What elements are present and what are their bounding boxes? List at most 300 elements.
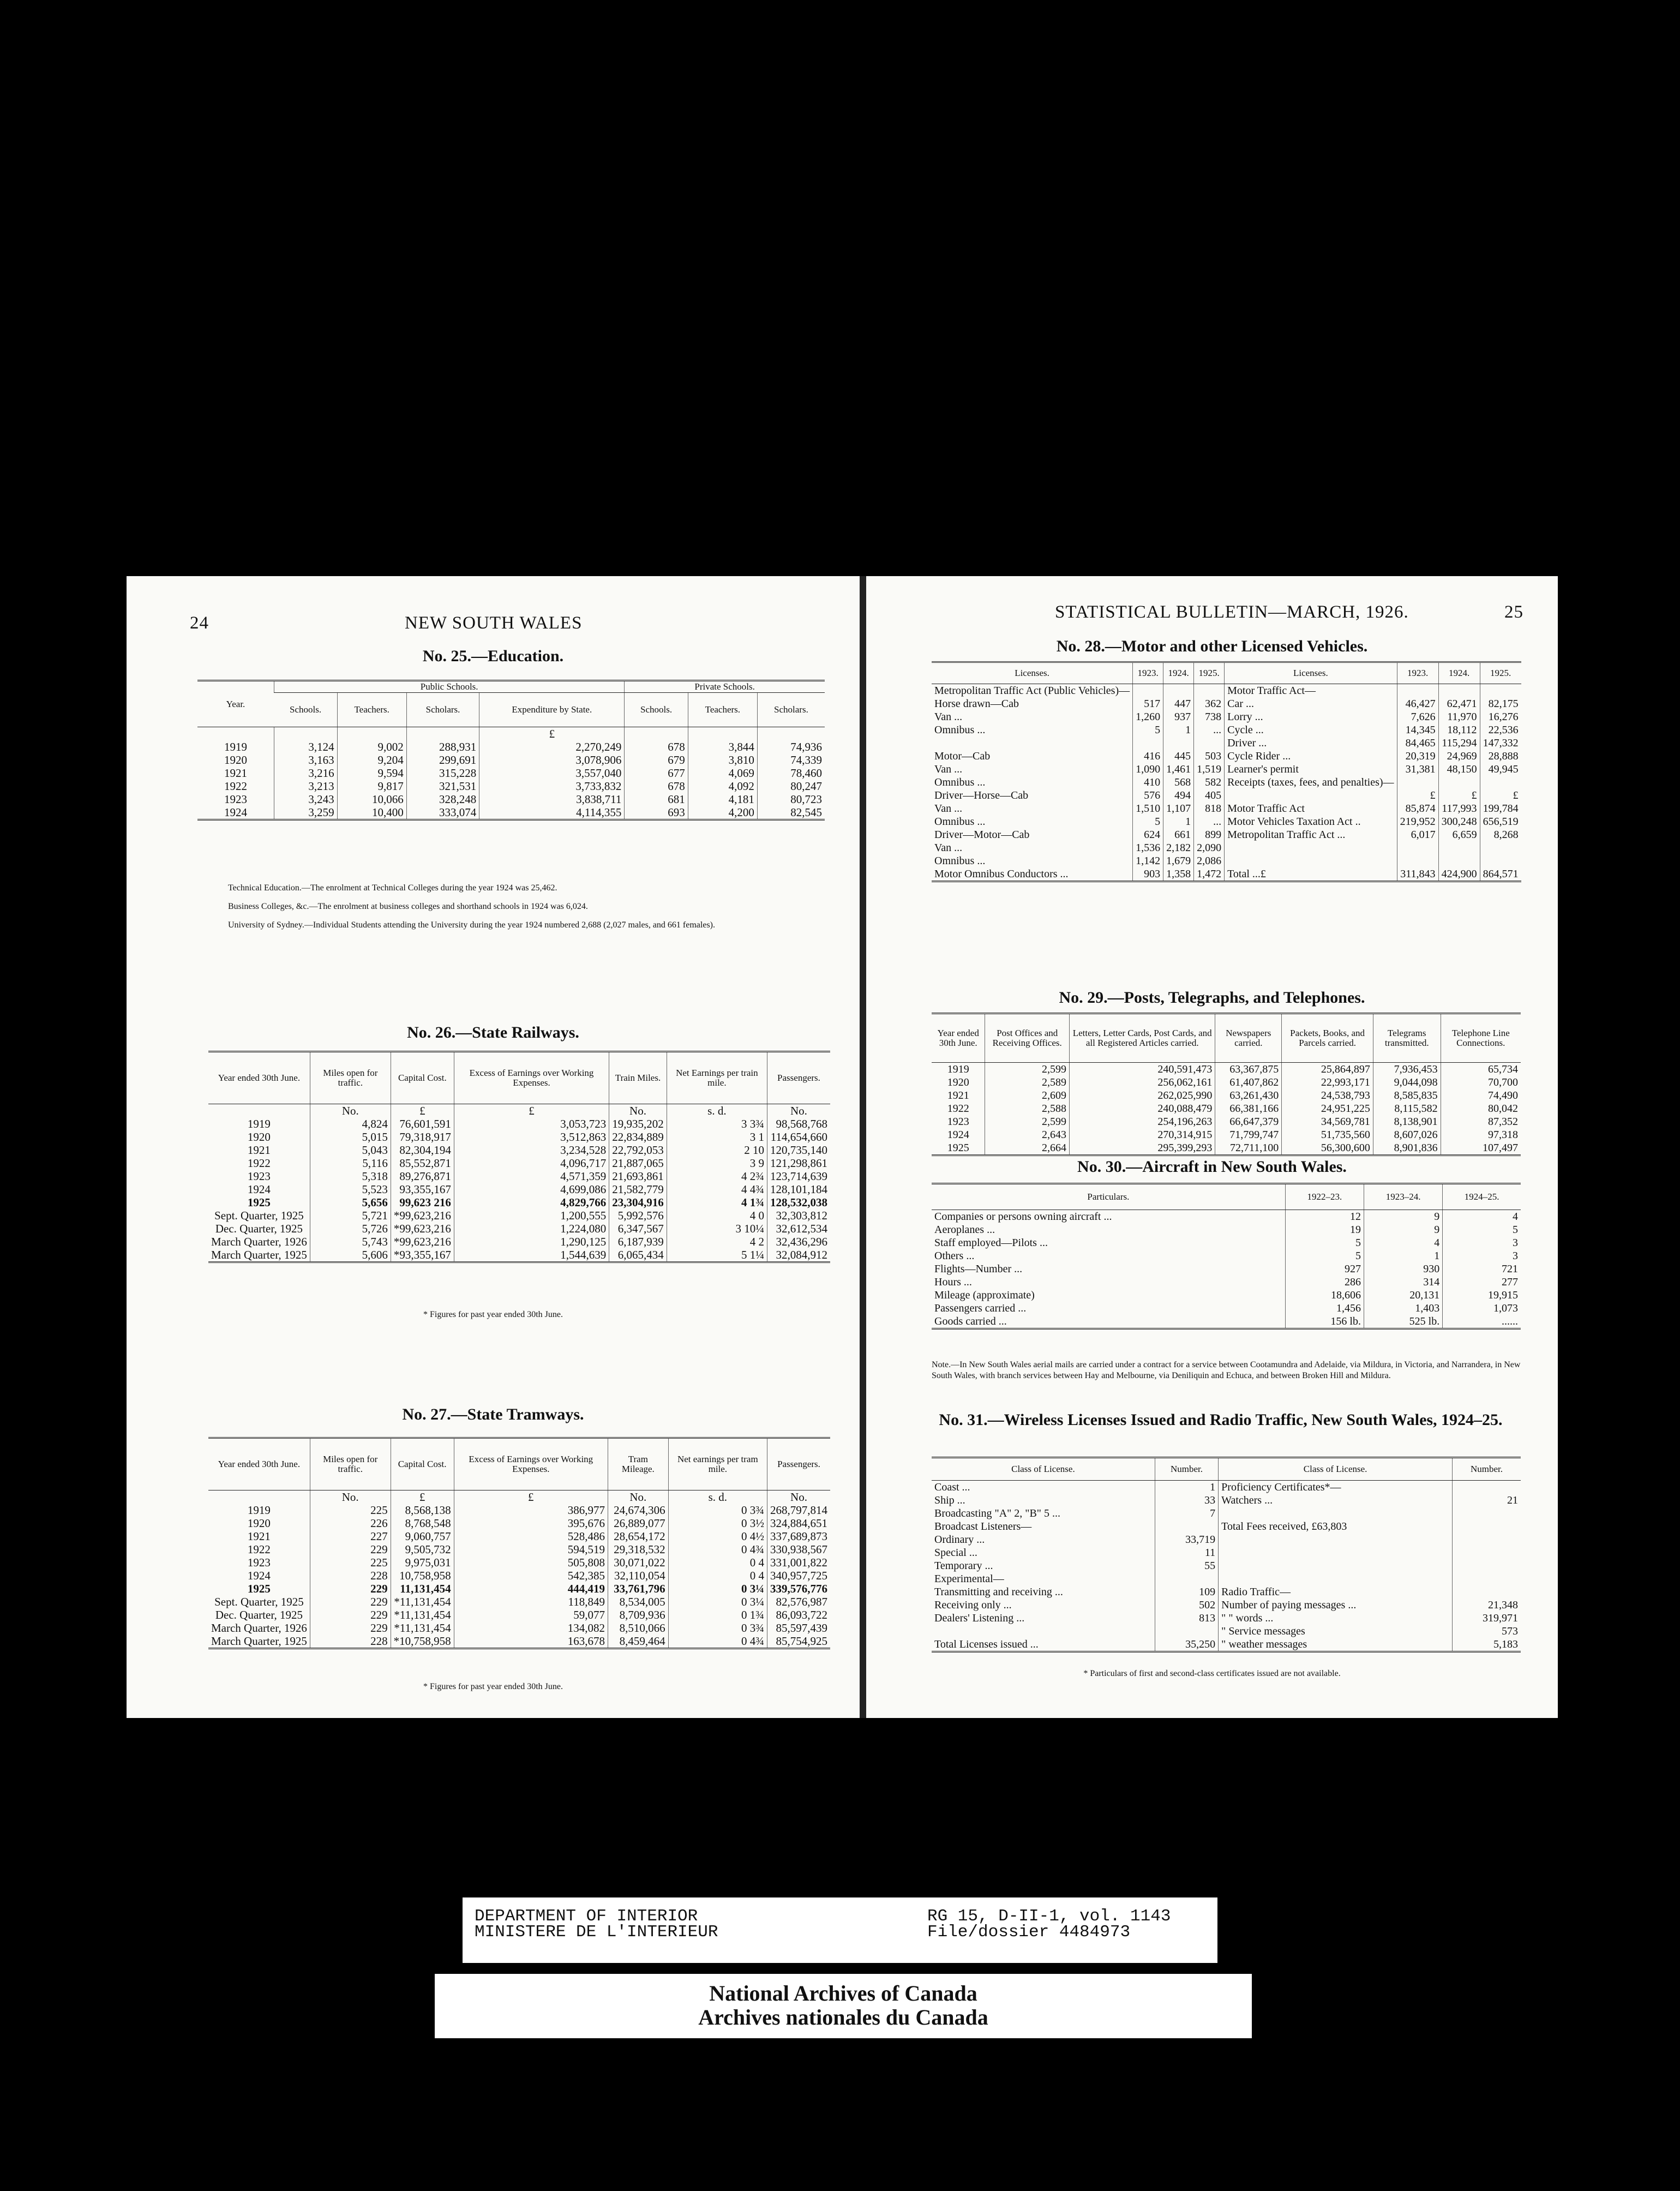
table-cell: 19,935,202	[609, 1117, 667, 1130]
table-cell	[1453, 1533, 1521, 1546]
table-cell	[1219, 1572, 1453, 1585]
note-business: Business Colleges, &c.—The enrolment at business colleges and shorthand schools in 1924 was 6,024.	[228, 902, 588, 911]
table-cell: 3 3¾	[667, 1117, 767, 1130]
table-cell: 20,319	[1397, 750, 1438, 763]
table-row	[932, 763, 1521, 776]
table-row	[932, 1128, 1521, 1141]
table-cell: 22,993,171	[1282, 1076, 1373, 1089]
table-cell: 33,719	[1155, 1533, 1218, 1546]
table-cell: 321,531	[406, 780, 479, 793]
table-cell	[1453, 1507, 1521, 1520]
table-cell: 21	[1453, 1494, 1521, 1507]
table-cell: 1,358	[1163, 867, 1194, 882]
table-row	[932, 1481, 1521, 1494]
posts-table	[932, 1013, 1521, 1156]
table-cell: 4,699,086	[454, 1183, 609, 1196]
ministere-line: MINISTERE DE L'INTERIEUR	[475, 1923, 718, 1942]
table-cell: 32,436,296	[767, 1235, 830, 1248]
table-cell: ...	[1194, 723, 1225, 737]
table-cell: 1925	[932, 1141, 985, 1156]
table-cell: 8,534,005	[608, 1595, 669, 1608]
table-cell: 82,304,194	[391, 1144, 454, 1157]
col-header: Letters, Letter Cards, Post Cards, and all Registered Articles carried.	[1070, 1014, 1215, 1063]
table-cell: 656,519	[1480, 815, 1521, 828]
table-cell: 0 3¼	[668, 1582, 767, 1595]
table-row	[932, 1289, 1521, 1302]
table-cell: Others ...	[934, 1250, 975, 1262]
table-cell: 22,834,889	[609, 1130, 667, 1144]
table-cell: 1923	[247, 1170, 271, 1183]
table-cell: 0 3¾	[668, 1621, 767, 1635]
table-cell: 118,849	[454, 1595, 608, 1608]
table-cell: 9,817	[337, 780, 406, 793]
table-cell: 3,216	[274, 767, 338, 780]
table-cell: 4,114,355	[479, 806, 625, 820]
table-cell: 525 lb.	[1364, 1315, 1442, 1329]
table-cell: 818	[1194, 802, 1225, 815]
col-header: 1925.	[1480, 662, 1521, 684]
table-cell: " " words ...	[1219, 1612, 1453, 1625]
table-cell: *99,623,216	[391, 1235, 454, 1248]
table-cell: 23,304,916	[609, 1196, 667, 1209]
table-cell: 225	[310, 1556, 391, 1569]
table-cell: 927	[1285, 1262, 1364, 1276]
table-cell: 4,829,766	[454, 1196, 609, 1209]
table-cell: 1,544,639	[454, 1248, 609, 1262]
table-cell: 99,623 216	[391, 1196, 454, 1209]
col-header: Net earnings per tram mile.	[668, 1438, 767, 1490]
table-cell: 582	[1194, 776, 1225, 789]
table-cell: 1	[1163, 815, 1194, 828]
table-cell: Van ...	[934, 842, 963, 854]
table-cell: 74,936	[757, 740, 825, 753]
table-row	[932, 1276, 1521, 1289]
table-cell: 1921	[947, 1089, 969, 1102]
table-cell: 2 10	[667, 1144, 767, 1157]
table-cell: 128,532,038	[767, 1196, 830, 1209]
table-cell: 18,606	[1285, 1289, 1364, 1302]
table-cell: 1,510	[1133, 802, 1163, 815]
table-row	[208, 1556, 830, 1569]
table-cell: Dec. Quarter, 1925	[215, 1222, 303, 1235]
table-row	[932, 841, 1521, 854]
table-cell: 1	[1155, 1481, 1218, 1494]
table-row	[208, 1170, 830, 1183]
table-cell: 4 1¾	[667, 1196, 767, 1209]
table-cell: 542,385	[454, 1569, 608, 1582]
table-cell: 3,733,832	[479, 780, 625, 793]
table-cell: Mileage (approximate)	[934, 1289, 1035, 1301]
table-cell: 3,844	[688, 740, 757, 753]
table-cell	[1438, 684, 1480, 698]
table-cell: 85,754,925	[767, 1635, 830, 1649]
table-cell: 26,889,077	[608, 1517, 669, 1530]
table-row	[932, 1315, 1521, 1329]
table-cell: 1,472	[1194, 867, 1225, 882]
table-cell: 899	[1194, 828, 1225, 841]
table-cell: 5	[1133, 723, 1163, 737]
table-cell: 1925	[247, 1582, 271, 1595]
table-cell: 4,824	[310, 1117, 391, 1130]
table-row	[208, 1222, 830, 1235]
table-cell: 6,017	[1397, 828, 1438, 841]
unit-cell: No.	[609, 1104, 667, 1118]
table-row	[932, 737, 1521, 750]
table-cell: 18,112	[1438, 723, 1480, 737]
table-cell: 288,931	[406, 740, 479, 753]
table-cell: 11,970	[1438, 710, 1480, 723]
table-cell: 8,901,836	[1373, 1141, 1441, 1156]
table-cell	[1480, 841, 1521, 854]
table-cell: 89,276,871	[391, 1170, 454, 1183]
table-cell: Driver—Horse—Cab	[934, 789, 1029, 801]
table-cell: 147,332	[1480, 737, 1521, 750]
table-cell: 2,599	[985, 1115, 1070, 1128]
col-header: Year ended 30th June.	[208, 1052, 310, 1104]
table-cell: 2,643	[985, 1128, 1070, 1141]
table-cell: 330,938,567	[767, 1543, 830, 1556]
table-cell: 1920	[247, 1130, 271, 1144]
table-cell: 299,691	[406, 753, 479, 767]
table-cell: 33	[1155, 1494, 1218, 1507]
table-cell: 12	[1285, 1210, 1364, 1224]
table-cell: 9,975,031	[391, 1556, 454, 1569]
rg-reference: RG 15, D-II-1, vol. 1143	[927, 1907, 1171, 1926]
table-cell: 4 2¾	[667, 1170, 767, 1183]
col-header: Particulars.	[932, 1184, 1285, 1210]
table-cell: 5,015	[310, 1130, 391, 1144]
table-cell: 123,714,639	[767, 1170, 830, 1183]
table-cell: 337,689,873	[767, 1530, 830, 1543]
table-cell: 225	[310, 1504, 391, 1517]
table-cell: 63,261,430	[1215, 1089, 1282, 1102]
table-cell: 494	[1163, 789, 1194, 802]
vehicles-table	[932, 661, 1521, 882]
table-cell: 80,042	[1441, 1102, 1521, 1115]
col-header: 1924–25.	[1443, 1184, 1521, 1210]
table-cell: 681	[625, 793, 688, 806]
table-cell: Transmitting and receiving ...	[934, 1586, 1063, 1598]
railways-footnote: * Figures for past year ended 30th June.	[423, 1310, 563, 1319]
table-cell: 33,761,796	[608, 1582, 669, 1595]
table-row	[932, 1102, 1521, 1115]
table-cell: 1923	[247, 1556, 271, 1569]
table-cell	[1163, 737, 1194, 750]
table-cell: 163,678	[454, 1635, 608, 1649]
col-header: Schools.	[625, 693, 688, 727]
table-row	[208, 1582, 830, 1595]
table-cell: 405	[1194, 789, 1225, 802]
education-table	[197, 680, 825, 821]
table-cell: 11,131,454	[391, 1582, 454, 1595]
col-header: Newspapers carried.	[1215, 1014, 1282, 1063]
table-cell: Van ...	[934, 763, 963, 775]
table-row	[932, 723, 1521, 737]
table-cell: 21,582,779	[609, 1183, 667, 1196]
table-cell: Learner's permit	[1225, 763, 1397, 776]
table-cell: 6,659	[1438, 828, 1480, 841]
table-cell: 6,347,567	[609, 1222, 667, 1235]
table-cell: 2,090	[1194, 841, 1225, 854]
table-cell: 24,951,225	[1282, 1102, 1373, 1115]
col-header: Teachers.	[337, 693, 406, 727]
table-row	[208, 1183, 830, 1196]
table-cell: 1921	[247, 1144, 271, 1157]
table-cell	[1133, 737, 1163, 750]
table-cell: 9	[1364, 1210, 1442, 1224]
table-cell: 286	[1285, 1276, 1364, 1289]
table-row	[932, 1141, 1521, 1156]
table-cell: March Quarter, 1925	[208, 1248, 310, 1262]
table-cell: 4,092	[688, 780, 757, 793]
table-cell: 86,093,722	[767, 1608, 830, 1621]
table-cell: 82,175	[1480, 697, 1521, 710]
department-line: DEPARTMENT OF INTERIOR	[475, 1907, 698, 1926]
table-cell: 16,276	[1480, 710, 1521, 723]
table-cell: March Quarter, 1925	[208, 1635, 310, 1649]
table-27-title: No. 27.—State Tramways.	[402, 1405, 584, 1423]
table-cell: 930	[1364, 1262, 1442, 1276]
table-cell	[1133, 684, 1163, 698]
table-cell: 1924	[947, 1129, 969, 1141]
table-row	[932, 1559, 1521, 1572]
table-cell: " weather messages	[1219, 1638, 1453, 1652]
table-cell: *11,131,454	[391, 1595, 454, 1608]
table-cell: 677	[625, 767, 688, 780]
table-cell: 228	[310, 1569, 391, 1582]
table-cell: 568	[1163, 776, 1194, 789]
table-cell: 1921	[224, 767, 247, 780]
table-cell: 0 4¾	[668, 1543, 767, 1556]
units-row	[208, 1490, 830, 1504]
table-25-title: No. 25.—Education.	[422, 647, 564, 665]
table-cell: 254,196,263	[1070, 1115, 1215, 1128]
table-cell: 66,381,166	[1215, 1102, 1282, 1115]
table-cell: 4	[1443, 1210, 1521, 1224]
table-cell: 1923	[224, 793, 247, 806]
table-cell: 1925	[247, 1196, 271, 1209]
table-cell	[1225, 789, 1397, 802]
col-header: Train Miles.	[609, 1052, 667, 1104]
table-cell: 4,200	[688, 806, 757, 820]
table-cell: 114,654,660	[767, 1130, 830, 1144]
table-cell: 25,864,897	[1282, 1063, 1373, 1076]
unit-cell: No.	[310, 1104, 391, 1118]
table-cell: 679	[625, 753, 688, 767]
table-cell: Aeroplanes ...	[934, 1224, 995, 1236]
table-cell: 74,339	[757, 753, 825, 767]
table-cell: 115,294	[1438, 737, 1480, 750]
table-cell: 21,887,065	[609, 1157, 667, 1170]
col-header: Capital Cost.	[391, 1052, 454, 1104]
table-cell: ...	[1194, 815, 1225, 828]
table-cell: 311,843	[1397, 867, 1438, 882]
running-head: NEW SOUTH WALES	[405, 613, 583, 633]
archives-name-en: National Archives of Canada	[709, 1981, 977, 2006]
table-cell: 2,588	[985, 1102, 1070, 1115]
table-cell: 5,183	[1453, 1638, 1521, 1652]
table-cell	[1397, 684, 1438, 698]
table-cell: 502	[1155, 1599, 1218, 1612]
table-cell: 5,656	[310, 1196, 391, 1209]
table-cell: 395,676	[454, 1517, 608, 1530]
table-cell: 3,124	[274, 740, 338, 753]
table-cell: Special ...	[934, 1547, 977, 1559]
table-cell	[1397, 854, 1438, 867]
table-cell: 4,069	[688, 767, 757, 780]
table-cell: Ordinary ...	[934, 1534, 985, 1546]
table-row	[932, 1625, 1521, 1638]
table-cell: Coast ...	[934, 1481, 970, 1493]
table-cell: 5,318	[310, 1170, 391, 1183]
aircraft-note: Note.—In New South Wales aerial mails are carried under a contract for a service between Cootamundra and Adelaide, via Mildura, in Victoria, and Narrandera, in New South Wales, with branch services between Hay and Melbourne, via Deniliquin and Echuca, and between Broken Hill and Mildura.	[932, 1360, 1521, 1380]
table-cell: 416	[1133, 750, 1163, 763]
table-cell: 903	[1133, 867, 1163, 882]
table-cell: 1922	[224, 780, 247, 793]
table-cell: 1,536	[1133, 841, 1163, 854]
table-cell: 8,268	[1480, 828, 1521, 841]
table-row	[932, 750, 1521, 763]
table-cell: 3,838,711	[479, 793, 625, 806]
table-cell: 3,213	[274, 780, 338, 793]
col-header: Passengers.	[767, 1052, 830, 1104]
table-cell: 32,612,534	[767, 1222, 830, 1235]
table-cell: Total Fees received, £63,803	[1219, 1520, 1453, 1533]
table-cell: 3,259	[274, 806, 338, 820]
table-row	[932, 1089, 1521, 1102]
table-cell: 1919	[224, 740, 247, 753]
table-cell: 3	[1443, 1249, 1521, 1262]
table-row	[208, 1569, 830, 1582]
table-cell: 93,355,167	[391, 1183, 454, 1196]
table-cell: 82,576,987	[767, 1595, 830, 1608]
table-cell: 319,971	[1453, 1612, 1521, 1625]
page-number: 24	[190, 613, 209, 633]
table-cell: Motor Vehicles Taxation Act ..	[1225, 815, 1397, 828]
table-cell: 74,490	[1441, 1089, 1521, 1102]
table-cell: 2,589	[985, 1076, 1070, 1089]
table-26-title: No. 26.—State Railways.	[407, 1023, 579, 1041]
table-row	[932, 710, 1521, 723]
table-row	[208, 1144, 830, 1157]
table-cell: 51,735,560	[1282, 1128, 1373, 1141]
table-cell: 268,797,814	[767, 1504, 830, 1517]
table-cell: 8,768,548	[391, 1517, 454, 1530]
table-row	[932, 789, 1521, 802]
table-cell: Metropolitan Traffic Act ...	[1225, 828, 1397, 841]
table-cell: 3 9	[667, 1157, 767, 1170]
table-cell: Cycle Rider ...	[1225, 750, 1397, 763]
unit-cell: £	[454, 1104, 609, 1118]
table-cell: 1919	[247, 1117, 271, 1130]
table-cell: Sept. Quarter, 1925	[214, 1595, 304, 1608]
table-cell: 331,001,822	[767, 1556, 830, 1569]
table-row	[197, 767, 825, 780]
table-row	[932, 684, 1521, 698]
table-cell: 85,597,439	[767, 1621, 830, 1635]
col-header: 1923–24.	[1364, 1184, 1442, 1210]
table-cell: 32,084,912	[767, 1248, 830, 1262]
wireless-footnote: * Particulars of first and second-class certificates issued are not available.	[1083, 1669, 1341, 1678]
table-row	[932, 1076, 1521, 1089]
table-cell: 1921	[247, 1530, 271, 1543]
table-cell	[1219, 1507, 1453, 1520]
table-cell: Staff employed—Pilots ...	[934, 1237, 1048, 1249]
col-header: Excess of Earnings over Working Expenses.	[454, 1052, 609, 1104]
table-cell: 5,992,576	[609, 1209, 667, 1222]
unit-cell: No.	[608, 1490, 669, 1504]
table-cell	[932, 1625, 1155, 1638]
table-row	[208, 1248, 830, 1262]
table-cell: 5,116	[310, 1157, 391, 1170]
table-cell: 240,591,473	[1070, 1063, 1215, 1076]
table-cell: 1,142	[1133, 854, 1163, 867]
table-cell	[1397, 776, 1438, 789]
table-cell: 107,497	[1441, 1141, 1521, 1156]
table-cell: March Quarter, 1926	[211, 1621, 307, 1635]
table-cell: 9,060,757	[391, 1530, 454, 1543]
table-cell: 8,459,464	[608, 1635, 669, 1649]
table-cell: 339,576,776	[767, 1582, 830, 1595]
table-cell: 49,945	[1480, 763, 1521, 776]
table-cell: 1920	[947, 1076, 969, 1088]
unit-cell	[406, 727, 479, 741]
table-cell: 19	[1285, 1223, 1364, 1236]
table-cell: Number of paying messages ...	[1219, 1599, 1453, 1612]
table-cell: 277	[1443, 1276, 1521, 1289]
table-cell: 8,138,901	[1373, 1115, 1441, 1128]
table-cell: 1922	[247, 1543, 271, 1556]
archives-name-fr: Archives nationales du Canada	[698, 2005, 988, 2030]
table-cell: Proficiency Certificates*—	[1219, 1481, 1453, 1494]
table-cell: 5,043	[310, 1144, 391, 1157]
table-cell: 678	[625, 740, 688, 753]
table-cell: 2,609	[985, 1089, 1070, 1102]
unit-cell	[197, 727, 274, 741]
table-cell: 30,071,022	[608, 1556, 669, 1569]
table-cell: 7	[1155, 1507, 1218, 1520]
col-header: 1925.	[1194, 662, 1225, 684]
table-cell: 4	[1364, 1236, 1442, 1249]
table-cell	[1453, 1481, 1521, 1494]
table-cell: 120,735,140	[767, 1144, 830, 1157]
table-cell: 3,234,528	[454, 1144, 609, 1157]
table-cell: Cycle ...	[1225, 723, 1397, 737]
table-cell: 5,743	[310, 1235, 391, 1248]
tramways-footnote: * Figures for past year ended 30th June.	[423, 1682, 563, 1691]
table-cell: 1924	[247, 1183, 271, 1196]
table-cell: 46,427	[1397, 697, 1438, 710]
table-row	[932, 1302, 1521, 1315]
table-cell: Receipts (taxes, fees, and penalties)—	[1225, 776, 1397, 789]
table-cell	[1453, 1585, 1521, 1599]
unit-cell	[337, 727, 406, 741]
table-cell: 4 2	[667, 1235, 767, 1248]
table-row	[208, 1530, 830, 1543]
units-row	[208, 1104, 830, 1118]
table-cell: 117,993	[1438, 802, 1480, 815]
table-cell: Driver—Motor—Cab	[934, 829, 1030, 841]
table-cell: 0 4¾	[668, 1635, 767, 1649]
table-cell: 1920	[247, 1517, 271, 1530]
table-cell: 22,792,053	[609, 1144, 667, 1157]
table-cell: 1919	[247, 1504, 271, 1517]
col-header: Miles open for traffic.	[310, 1052, 391, 1104]
table-cell	[1219, 1533, 1453, 1546]
table-cell: 48,150	[1438, 763, 1480, 776]
table-cell: 134,082	[454, 1621, 608, 1635]
table-cell: *11,131,454	[391, 1621, 454, 1635]
